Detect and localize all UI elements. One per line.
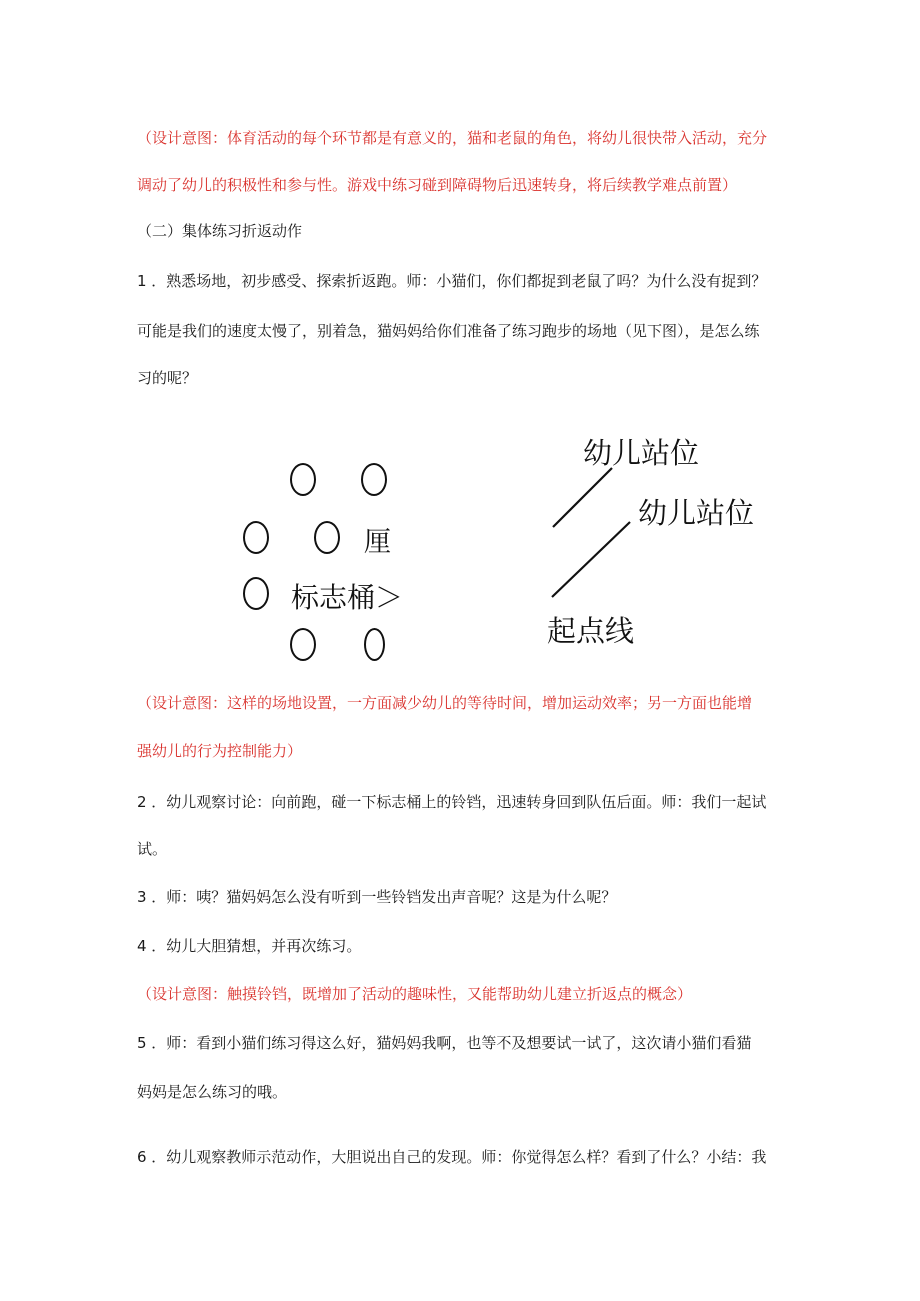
step-4: 4 ．幼儿大胆猜想，并再次练习。 <box>137 937 362 955</box>
step-1-line3: 习的呢？ <box>137 369 198 387</box>
section-heading: （二）集体练习折返动作 <box>137 222 303 240</box>
diagram-label-start-line: 起点线 <box>547 614 635 648</box>
diagram-label-bucket: 标志桶＞ <box>291 581 404 614</box>
diagram-label-child-pos-1: 幼儿站位 <box>583 436 700 470</box>
step-5-line1: 5 ．师：看到小猫们练习得这么好，猫妈妈我啊，也等不及想要试一试了，这次请小猫们看猫 <box>137 1034 752 1052</box>
design-note-3: （设计意图：触摸铃铛，既增加了活动的趣味性，又能帮助幼儿建立折返点的概念） <box>137 985 693 1003</box>
design-note-1-line2: 调动了幼儿的积极性和参与性。游戏中练习碰到障碍物后迅速转身，将后续教学难点前置） <box>137 176 738 194</box>
diagram-label-li: 厘 <box>364 527 391 558</box>
step-1-line2: 可能是我们的速度太慢了，别着急，猫妈妈给你们准备了练习跑步的场地（见下图），是怎么练 <box>137 322 760 340</box>
step-3: 3 ．师：咦？猫妈妈怎么没有听到一些铃铛发出声音呢？这是为什么呢？ <box>137 888 617 906</box>
design-note-1-line1: （设计意图：体育活动的每个环节都是有意义的，猫和老鼠的角色，将幼儿很快带入活动，充分 <box>137 129 768 147</box>
design-note-2-line1: （设计意图：这样的场地设置，一方面减少幼儿的等待时间，增加运动效率；另一方面也能增 <box>137 694 753 712</box>
queue-line-1 <box>553 468 612 527</box>
step-2-line2: 试。 <box>137 840 168 858</box>
step-5-line2: 妈妈是怎么练习的哦。 <box>137 1083 288 1101</box>
queue-line-2 <box>552 522 630 597</box>
step-6-line1: 6 ．幼儿观察教师示范动作，大胆说出自己的发现。师：你觉得怎么样？看到了什么？小结：我 <box>137 1148 767 1166</box>
step-2-line1: 2 ．幼儿观察讨论：向前跑，碰一下标志桶上的铃铛，迅速转身回到队伍后面。师：我们一起试 <box>137 793 767 811</box>
diagram-label-child-pos-2: 幼儿站位 <box>638 496 755 530</box>
design-note-2-line2: 强幼儿的行为控制能力） <box>137 742 303 760</box>
step-1-line1: 1 ．熟悉场地，初步感受、探索折返跑。师：小猫们，你们都捉到老鼠了吗？为什么没有捉到？ <box>137 272 767 290</box>
